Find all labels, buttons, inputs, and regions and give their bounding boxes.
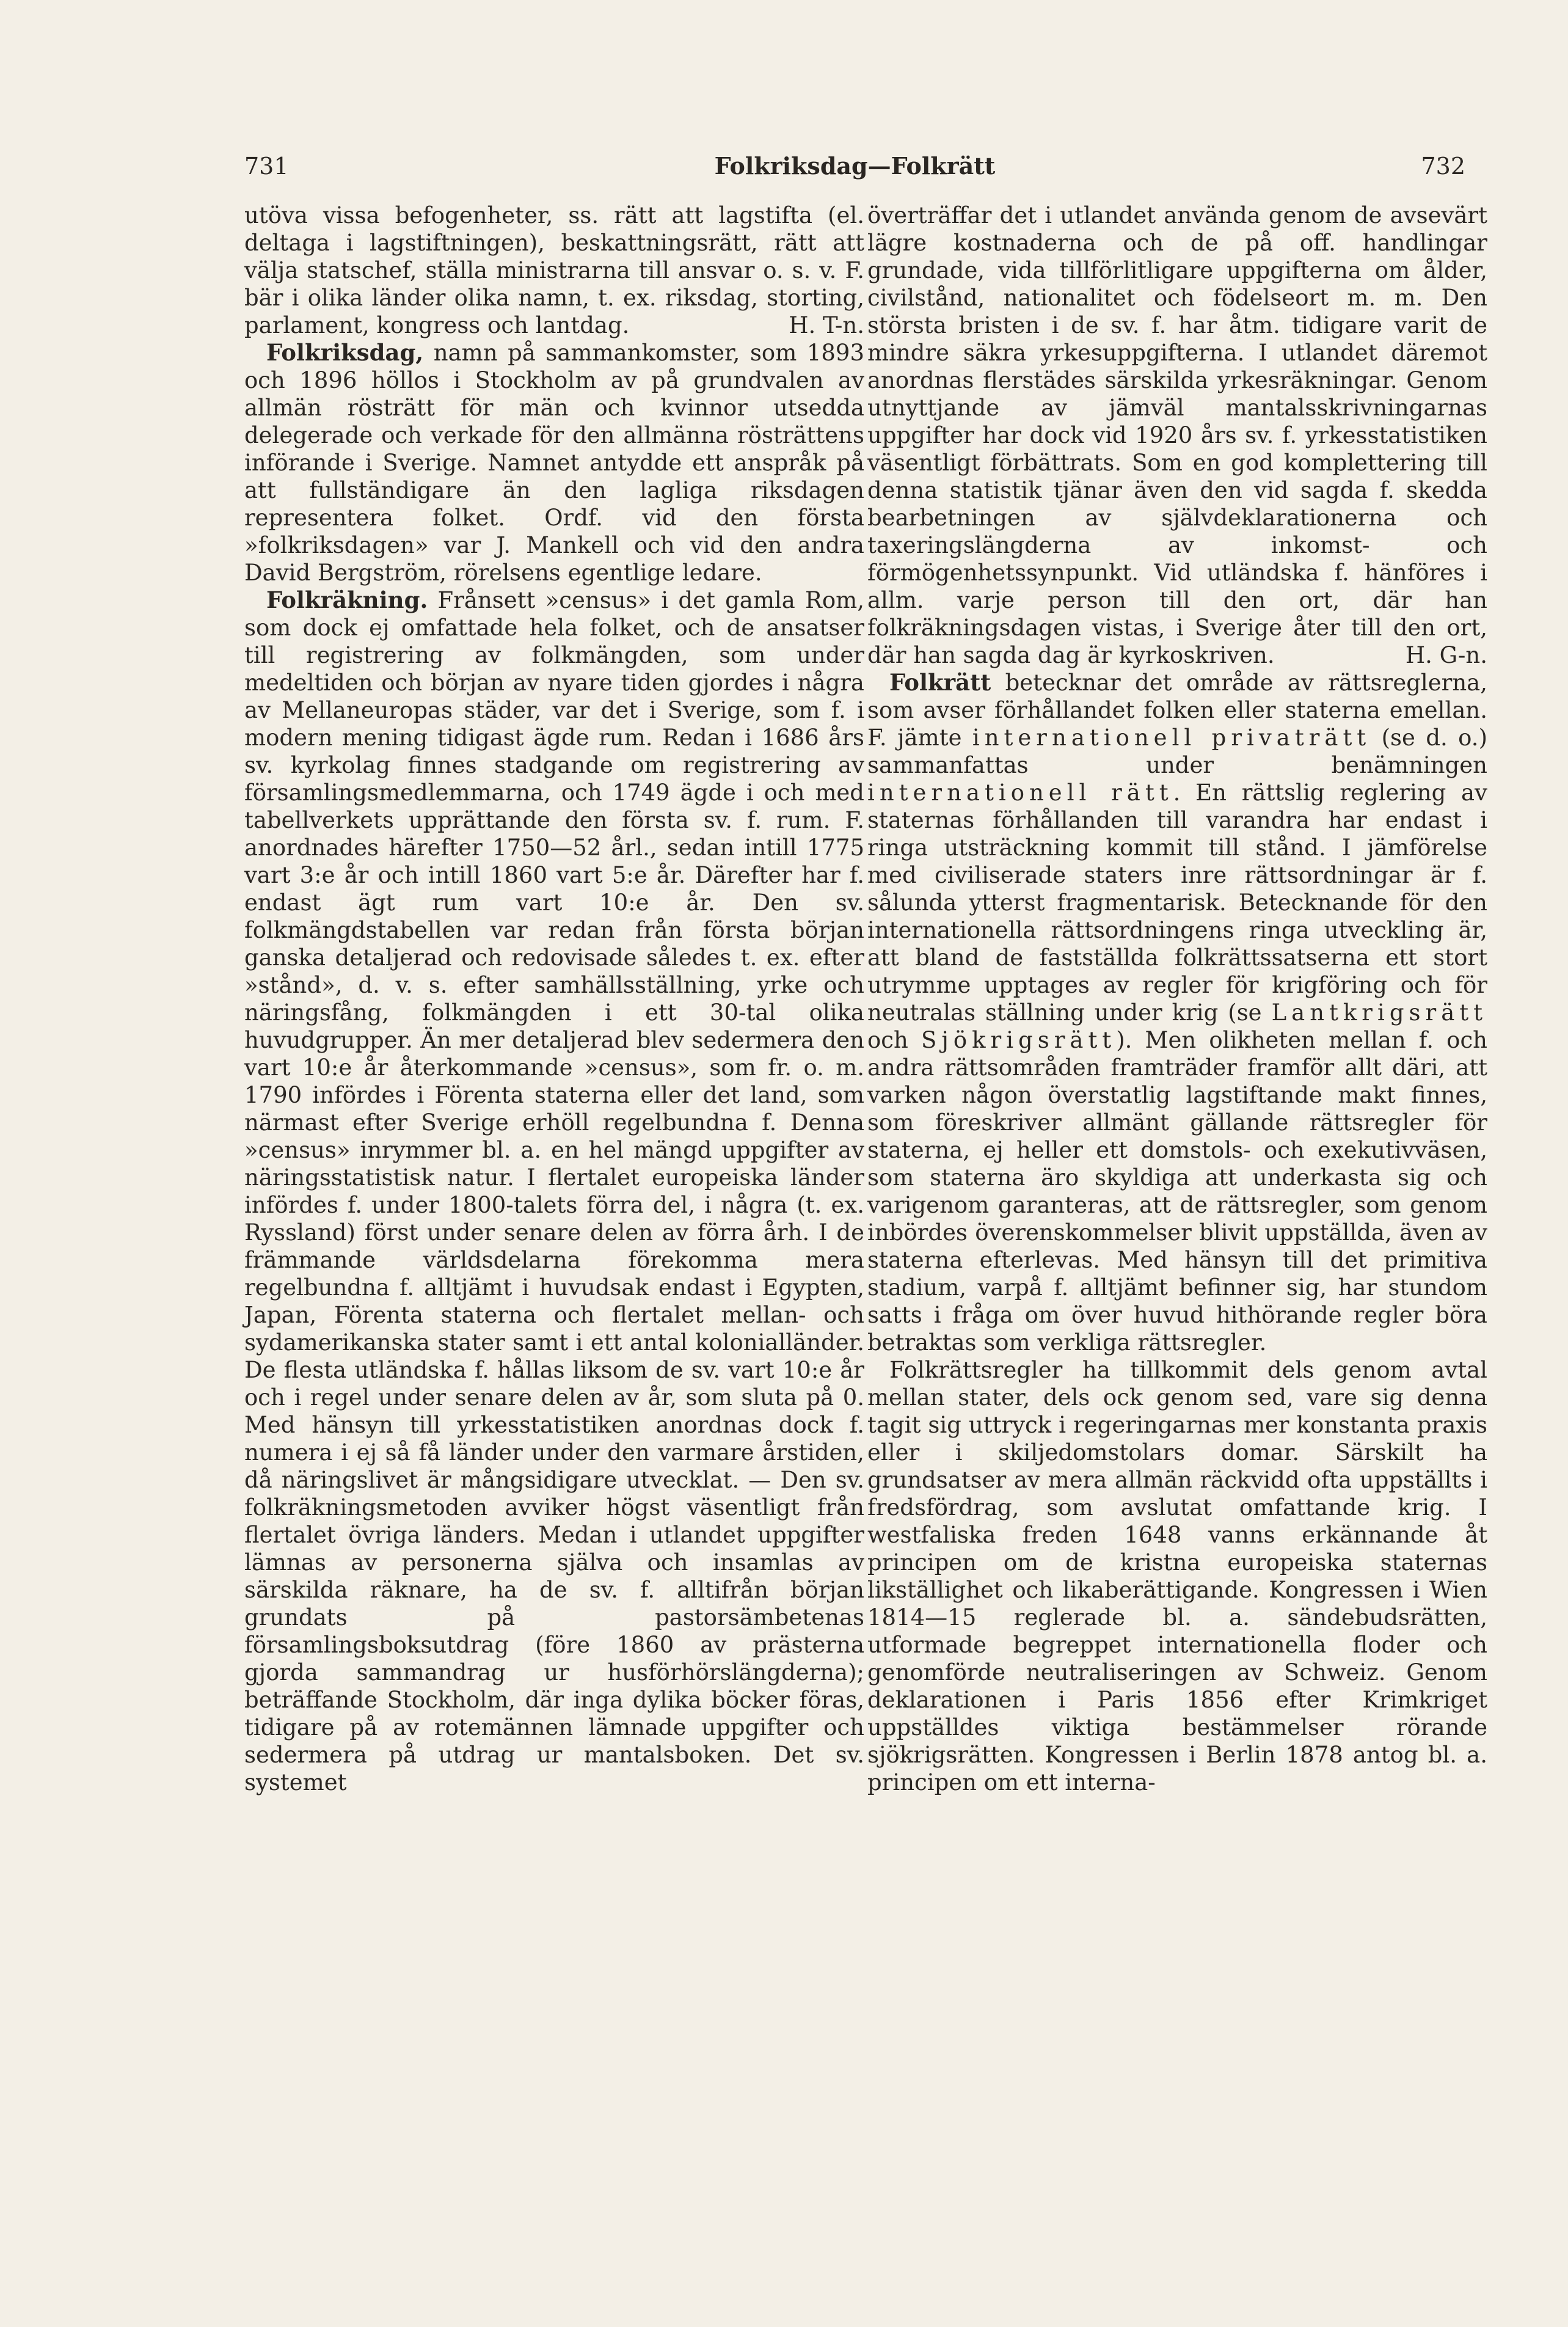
entry-headword: Folkräkning.: [266, 586, 428, 613]
entry-folkratt-paragraph-2: [867, 1356, 1487, 1796]
paragraph-text: ). Men olikheten mellan f. och andra rättsområden framträder framför allt däri, att varken någon överstatlig lagstiftande makt finnes, som föreskriver allmänt gällande rättsregler för staterna, ej heller ett domstols- och exekutivväsen, som staterna äro skyldiga att underkasta sig och varigenom garanteras, att de rättsregler, som genom inbördes överenskommelser blivit uppställda, även av staterna efterlevas. Med hänsyn till det primitiva stadium, varpå f. alltjämt befinner sig, har stundom satts i fråga om över huvud hithörande regler böra betraktas som verkliga rättsregler.: [867, 1027, 1487, 1356]
page-number-left: 731: [244, 153, 289, 180]
paragraph-text: överträffar det i utlandet använda genom de avsevärt lägre kostnaderna och de på off. handlingar grundade, vida tillförlitligare uppgifterna om ålder, civilstånd, nationalitet och födelseort m. m. Den största bristen i de sv. f. har åtm. tidigare varit de mindre säkra yrkesuppgifterna. I utlandet däremot anordnas flerstädes särskilda yrkesräkningar. Genom utnyttjande av jämväl mantalsskrivningarnas uppgifter har dock vid 1920 års sv. f. yrkesstatistiken väsentligt förbättrats. Som en god komplettering till denna statistik tjänar även den vid sagda f. skedda bearbetningen av självdeklarationerna och taxeringslängderna av inkomst- och förmögenhetssynpunkt. Vid utländska f. hänföres i allm. varje person till den ort, där han folkräkningsdagen vistas, i Sverige åter till den ort, där han sagda dag är kyrkoskriven.: [867, 202, 1487, 668]
cross-reference: Sjökrigsrätt: [921, 1027, 1117, 1053]
cross-reference: internationell privaträtt: [972, 725, 1371, 751]
paragraph-text: . En rättslig reglering av staternas förhållanden till varandra har endast i ringa utsträckning kommit till stånd. I jämförelse med civiliserade staters inre rättsordningar är f. sålunda ytterst fragmentarisk. Betecknande för den internationella rättsordningens ringa utveckling är, att bland de fastställda folkrättssatserna ett stort utrymme upptages av regler för krigföring och för neutralas ställning under krig (se: [867, 780, 1487, 1026]
cross-reference: internationell rätt: [867, 780, 1173, 806]
entry-headword: Folkrätt: [889, 669, 991, 696]
entry-headword: Folkriksdag,: [266, 339, 424, 366]
right-column: [867, 202, 1487, 1796]
entry-folkriksdag: [244, 339, 864, 586]
entry-folkrakning: [244, 586, 864, 1796]
paragraph-text: betecknar det område av rättsreglerna, som avser förhållandet folken eller staterna emellan. F. jämte: [867, 670, 1487, 751]
paragraph-text: utöva vissa befogenheter, ss. rätt att lagstifta (el. deltaga i lagstiftningen), beskattningsrätt, rätt att välja statschef, ställa ministrarna till ansvar o. s. v. F. bär i olika länder olika namn, t. ex. riksdag, storting, parlament, kongress och lantdag.: [244, 202, 864, 338]
page-header: [244, 148, 1465, 184]
running-title: Folkriksdag—Folkrätt: [714, 152, 996, 180]
page-number-right: 732: [1421, 153, 1465, 180]
entry-folkratt: [867, 669, 1487, 1356]
cross-reference: Lantkrigsrätt: [1271, 999, 1487, 1026]
paragraph-text: (se d. o.) sammanfattas under benämningen: [867, 725, 1488, 778]
left-column: [244, 202, 864, 1796]
author-signature: H. T-n.: [789, 312, 864, 338]
author-signature: H. G-n.: [1405, 642, 1487, 668]
paragraph-text: Frånsett »census» i det gamla Rom, som dock ej omfattade hela folket, och de ansatser till registrering av folkmängden, som under medeltiden och början av nyare tiden gjordes i några av Mellaneuropas städer, var det i Sverige, som f. i modern mening tidigast ägde rum. Redan i 1686 års sv. kyrkolag finnes stadgande om registrering av församlingsmedlemmarna, och 1749 ägde i och med tabellverkets upprättande den första sv. f. rum. F. anordnades härefter 1750—52 årl., sedan intill 1775 vart 3:e år och intill 1860 vart 5:e år. Därefter har f. endast ägt rum vart 10:e år. Den sv. folkmängdstabellen var redan från första början ganska detaljerad och redovisade således t. ex. efter »stånd», d. v. s. efter samhällsställning, yrke och näringsfång, folkmängden i ett 30-tal olika huvudgrupper. Än mer detaljerad blev sedermera den vart 10:e år återkommande »census», som fr. o. m. 1790 infördes i Förenta staterna eller det land, som närmast efter Sverige erhöll regelbundna f. Denna »census» inrymmer bl. a. en hel mängd uppgifter av näringsstatistisk natur. I flertalet europeiska länder infördes f. under 1800-talets förra del, i några (t. ex. Ryssland) först under senare delen av förra årh. I de främmande världsdelarna förekomma mera regelbundna f. alltjämt i huvudsak endast i Egypten, Japan, Förenta staterna och flertalet mellan- och sydamerikanska stater samt i ett antal kolonialländer. De flesta utländska f. hållas liksom de sv. vart 10:e år och i regel under senare delen av år, som sluta på 0. Med hänsyn till yrkesstatistiken anordnas dock f. numera i ej så få länder under den varmare årstiden, då näringslivet är mångsidigare utvecklat. — Den sv. folkräkningsmetoden avviker högst väsentligt från flertalet övriga länders. Medan i utlandet uppgifter lämnas av personerna själva och insamlas av särskilda räknare, ha de sv. f. alltifrån början grundats på pastorsämbetenas församlingsboksutdrag (före 1860 av prästerna gjorda sammandrag ur husförhörslängderna); beträffande Stockholm, där inga dylika böcker föras, tidigare på av rotemännen lämnade uppgifter och sedermera på utdrag ur mantalsboken. Det sv. systemet: [244, 587, 864, 1795]
paragraph-text: och: [867, 1027, 921, 1053]
entry-continuation-folkrakning: [867, 202, 1487, 669]
paragraph-text: namn på sammankomster, som 1893 och 1896 höllos i Stockholm av på grundvalen av allmän rösträtt för män och kvinnor utsedda delegerade och verkade för den allmänna rösträttens införande i Sverige. Namnet antydde ett anspråk på att fullständigare än den lagliga riksdagen representera folket. Ordf. vid den första »folkriksdagen» var J. Mankell och vid den andra David Bergström, rörelsens egentlige ledare.: [244, 340, 864, 586]
paragraph-text: Folkrättsregler ha tillkommit dels genom avtal mellan stater, dels ock genom sed, vare sig denna tagit sig uttryck i regeringarnas mer konstanta praxis eller i skiljedomstolars domar. Särskilt ha grundsatser av mera allmän räckvidd ofta uppställts i fredsfördrag, som avslutat omfattande krig. I westfaliska freden 1648 vanns erkännande åt principen om de kristna europeiska staternas likställighet och likaberättigande. Kongressen i Wien 1814—15 reglerade bl. a. sändebudsrätten, utformade begreppet internationella floder och genomförde neutraliseringen av Schweiz. Genom deklarationen i Paris 1856 efter Krimkriget uppställdes viktiga bestämmelser rörande sjökrigsrätten. Kongressen i Berlin 1878 antog bl. a. principen om ett interna-: [867, 1357, 1487, 1795]
entry-continuation-folkrepresentation: [244, 202, 864, 339]
